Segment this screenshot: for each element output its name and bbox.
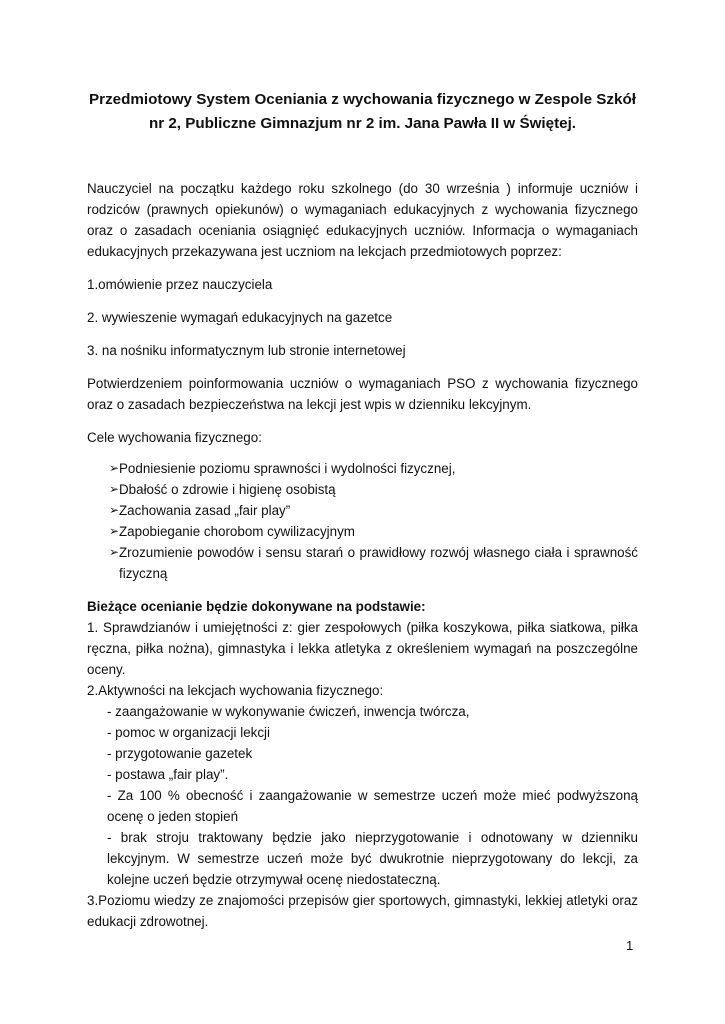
- activity-list: [87, 701, 638, 890]
- activity-item: - zaangażowanie w wykonywanie ćwiczeń, inwencja twórcza,: [107, 704, 470, 719]
- arrow-bullet-icon: ➢: [109, 482, 120, 496]
- goal-text: Zrozumienie powodów i sensu starań o prawidłowy rozwój własnego ciała i sprawność fizyczną: [119, 545, 638, 581]
- document-body: [87, 178, 638, 932]
- page-number: 1: [626, 938, 634, 953]
- intro-paragraph: Nauczyciel na początku każdego roku szkolnego (do 30 września ) informuje uczniów i rodziców (prawnych opiekunów) o wymaganiach edukacyjnych z wychowania fizycznego oraz o zasadach oceniania osiągnięć edukacyjnych uczniów. Informacja o wymaganiach edukacyjnych przekazywana jest uczniom na lekcjach przedmiotowych poprzez:: [87, 181, 638, 259]
- arrow-bullet-icon: ➢: [109, 545, 120, 559]
- goal-item: [87, 500, 638, 521]
- document-title: [70, 88, 655, 136]
- goal-text: Zapobieganie chorobom cywilizacyjnym: [119, 524, 355, 539]
- activity-item: - przygotowanie gazetek: [107, 746, 253, 761]
- assessment-heading: Bieżące ocenianie będzie dokonywane na podstawie:: [87, 599, 426, 614]
- goal-item: [87, 521, 638, 542]
- activity-item: - brak stroju traktowany będzie jako nieprzygotowanie i odnotowany w dzienniku lekcyjnym. W semestrze uczeń może być dwukrotnie nieprzygotowany do lekcji, za kolejne uczeń będzie otrzymywał ocenę niedostateczną.: [107, 830, 638, 887]
- goals-heading: Cele wychowania fizycznego:: [87, 430, 262, 445]
- arrow-bullet-icon: ➢: [109, 524, 120, 538]
- goal-item: [87, 479, 638, 500]
- confirmation-paragraph: Potwierdzeniem poinformowania uczniów o wymaganiach PSO z wychowania fizycznego oraz o zasadach bezpieczeństwa na lekcji jest wpis w dzienniku lekcyjnym.: [87, 376, 638, 412]
- activity-item: - postawa „fair play”.: [107, 767, 229, 782]
- title-line-2: nr 2, Publiczne Gimnazjum nr 2 im. Jana Pawła II w Świętej.: [148, 115, 577, 132]
- method-item-2: 2. wywieszenie wymagań edukacyjnych na gazetce: [87, 310, 393, 325]
- goals-list: [87, 458, 638, 584]
- activity-item: - Za 100 % obecność i zaangażowanie w semestrze uczeń może mieć podwyższoną ocenę o jeden stopień: [107, 788, 638, 824]
- goal-text: Dbałość o zdrowie i higienę osobistą: [119, 482, 336, 497]
- title-line-1: Przedmiotowy System Oceniania z wychowania fizycznego w Zespole Szkół: [89, 91, 636, 108]
- goal-item: [87, 458, 638, 479]
- method-item-3: 3. na nośniku informatycznym lub stronie internetowej: [87, 343, 406, 358]
- goal-item: [87, 542, 638, 584]
- assessment-item-3: 3.Poziomu wiedzy ze znajomości przepisów gier sportowych, gimnastyki, lekkiej atletyki oraz edukacji zdrowotnej.: [87, 893, 638, 929]
- method-item-1: 1.omówienie przez nauczyciela: [87, 277, 273, 292]
- goal-text: Podniesienie poziomu sprawności i wydolności fizycznej,: [119, 461, 456, 476]
- assessment-item-1: 1. Sprawdzianów i umiejętności z: gier zespołowych (piłka koszykowa, piłka siatkowa, piłka ręczna, piłka nożna), gimnastyka i lekka atletyka z określeniem wymagań na poszczególne oceny.: [87, 620, 638, 677]
- arrow-bullet-icon: ➢: [109, 461, 120, 475]
- goal-text: Zachowania zasad „fair play”: [119, 503, 291, 518]
- arrow-bullet-icon: ➢: [109, 503, 120, 517]
- activity-item: - pomoc w organizacji lekcji: [107, 725, 270, 740]
- assessment-item-2: 2.Aktywności na lekcjach wychowania fizycznego:: [87, 683, 384, 698]
